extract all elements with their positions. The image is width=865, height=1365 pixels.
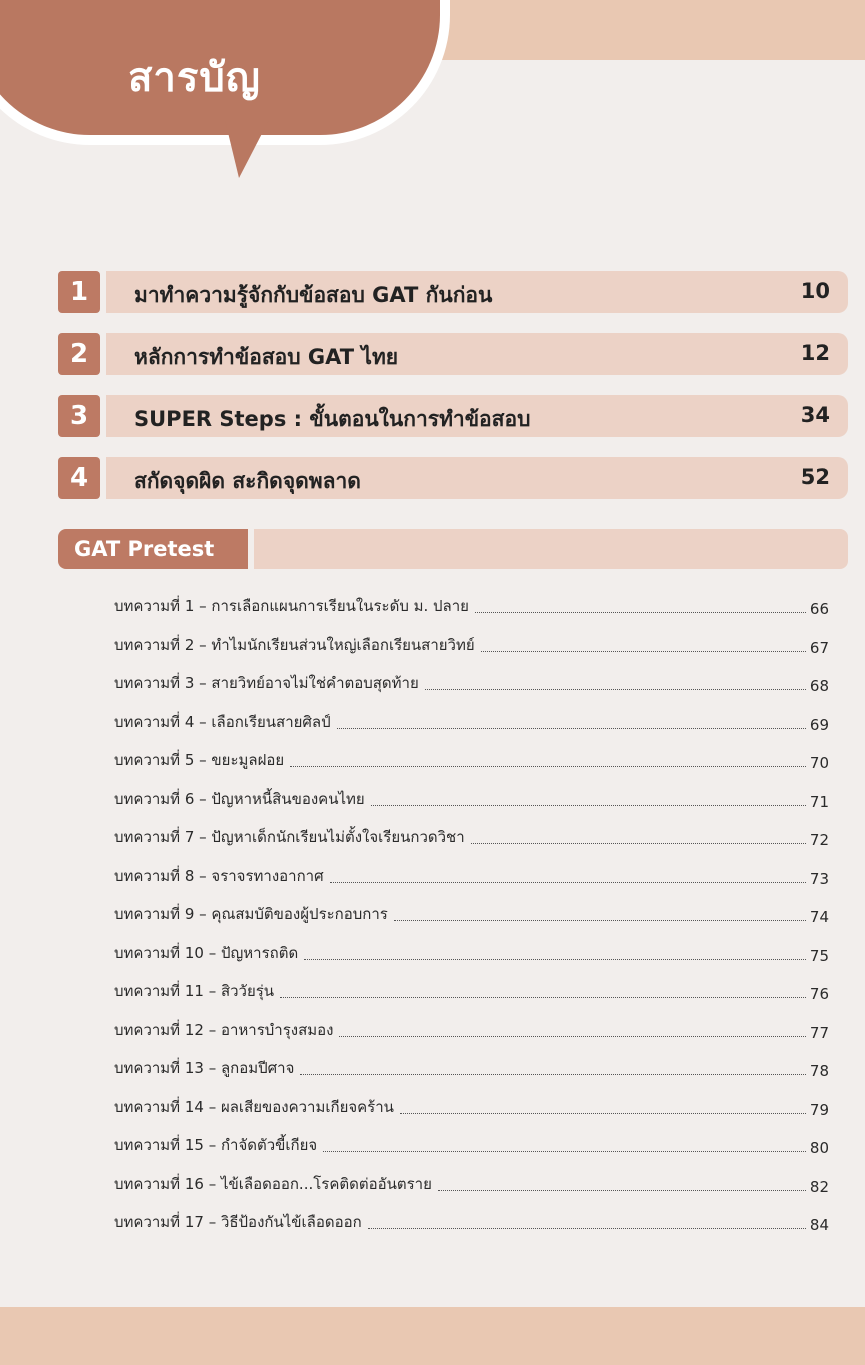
toc-entry-page: 71 [809, 793, 829, 811]
chapter-number: 2 [58, 333, 100, 375]
toc-entry-label: บทความที่ 12 – อาหารบำรุงสมอง [114, 1021, 334, 1039]
toc-entry-page: 82 [809, 1178, 829, 1196]
dot-leader [337, 728, 806, 729]
toc-entry-label: บทความที่ 3 – สายวิทย์อาจไม่ใช่คำตอบสุดท้าย [114, 674, 419, 692]
toc-entry[interactable] [114, 1093, 829, 1119]
toc-entry[interactable] [114, 785, 829, 811]
dot-leader [368, 1228, 806, 1229]
chapter-row[interactable] [58, 333, 848, 375]
toc-entry-page: 68 [809, 677, 829, 695]
dot-leader [280, 997, 806, 998]
dot-leader [438, 1190, 806, 1191]
dot-leader [304, 959, 806, 960]
dot-leader [323, 1151, 806, 1152]
section-bar [254, 529, 848, 569]
toc-entry-page: 79 [809, 1101, 829, 1119]
section-label: GAT Pretest [58, 529, 248, 569]
toc-entry-label: บทความที่ 9 – คุณสมบัติของผู้ประกอบการ [114, 905, 388, 923]
chapter-row[interactable] [58, 395, 848, 437]
chapter-label: สกัดจุดผิด สะกิดจุดพลาด [134, 469, 361, 493]
chapter-page: 10 [800, 279, 830, 303]
dot-leader [481, 651, 806, 652]
toc-entry[interactable] [114, 1170, 829, 1196]
toc-entry-label: บทความที่ 11 – สิววัยรุ่น [114, 982, 275, 1000]
toc-entry[interactable] [114, 823, 829, 849]
toc-entry-page: 78 [809, 1062, 829, 1080]
toc-entry[interactable] [114, 939, 829, 965]
toc-entry-label: บทความที่ 16 – ไข้เลือดออก...โรคติดต่ออันตราย [114, 1175, 432, 1193]
toc-entry[interactable] [114, 862, 829, 888]
chapter-number: 1 [58, 271, 100, 313]
chapter-number: 4 [58, 457, 100, 499]
section-header [58, 529, 848, 569]
toc-entry-page: 84 [809, 1216, 829, 1234]
chapter-row[interactable] [58, 271, 848, 313]
toc-entry-label: บทความที่ 10 – ปัญหารถติด [114, 944, 299, 962]
toc-entry-page: 80 [809, 1139, 829, 1157]
toc-entry-label: บทความที่ 6 – ปัญหาหนี้สินของคนไทย [114, 790, 365, 808]
toc-entry-page: 73 [809, 870, 829, 888]
chapter-page: 12 [800, 341, 830, 365]
toc-entry-page: 76 [809, 985, 829, 1003]
chapter-page: 52 [800, 465, 830, 489]
toc-entry-label: บทความที่ 1 – การเลือกแผนการเรียนในระดับ ม. ปลาย [114, 597, 469, 615]
dot-leader [339, 1036, 805, 1037]
toc-entry-label: บทความที่ 5 – ขยะมูลฝอย [114, 751, 285, 769]
toc-entry-label: บทความที่ 14 – ผลเสียของความเกียจคร้าน [114, 1098, 394, 1116]
dot-leader [371, 805, 806, 806]
toc-entry[interactable] [114, 1131, 829, 1157]
toc-entry[interactable] [114, 708, 829, 734]
toc-entry[interactable] [114, 631, 829, 657]
chapter-label: SUPER Steps : ขั้นตอนในการทำข้อสอบ [134, 407, 531, 431]
dot-leader [290, 766, 806, 767]
toc-entry-label: บทความที่ 7 – ปัญหาเด็กนักเรียนไม่ตั้งใจเรียนกวดวิชา [114, 828, 465, 846]
toc-entry-page: 70 [809, 754, 829, 772]
chapter-number: 3 [58, 395, 100, 437]
toc-entry-page: 77 [809, 1024, 829, 1042]
toc-entry[interactable] [114, 1054, 829, 1080]
toc-entry[interactable] [114, 1016, 829, 1042]
toc-entry-label: บทความที่ 4 – เลือกเรียนสายศิลป์ [114, 713, 331, 731]
toc-entry-page: 69 [809, 716, 829, 734]
toc-entry-page: 74 [809, 908, 829, 926]
dot-leader [394, 920, 806, 921]
toc-entry-page: 66 [809, 600, 829, 618]
toc-entry-label: บทความที่ 15 – กำจัดตัวขี้เกียจ [114, 1136, 318, 1154]
toc-entry-page: 72 [809, 831, 829, 849]
toc-entry-page: 75 [809, 947, 829, 965]
dot-leader [300, 1074, 806, 1075]
bottom-decor-band [0, 1307, 865, 1365]
toc-entry-label: บทความที่ 13 – ลูกอมปีศาจ [114, 1059, 295, 1077]
page-title: สารบัญ [128, 55, 261, 101]
toc-entry[interactable] [114, 977, 829, 1003]
dot-leader [471, 843, 806, 844]
toc-entry-label: บทความที่ 17 – วิธีป้องกันไข้เลือดออก [114, 1213, 362, 1231]
dot-leader [400, 1113, 806, 1114]
toc-entry[interactable] [114, 746, 829, 772]
chapter-label: มาทำความรู้จักกับข้อสอบ GAT กันก่อน [134, 283, 493, 307]
chapter-label: หลักการทำข้อสอบ GAT ไทย [134, 345, 399, 369]
title-bubble-tail [225, 120, 269, 178]
dot-leader [425, 689, 806, 690]
chapter-page: 34 [800, 403, 830, 427]
toc-entry[interactable] [114, 900, 829, 926]
toc-entry-label: บทความที่ 2 – ทำไมนักเรียนส่วนใหญ่เลือกเรียนสายวิทย์ [114, 636, 475, 654]
chapter-row[interactable] [58, 457, 848, 499]
toc-entry[interactable] [114, 592, 829, 618]
toc-entry[interactable] [114, 1208, 829, 1234]
toc-entry-label: บทความที่ 8 – จราจรทางอากาศ [114, 867, 324, 885]
toc-entry[interactable] [114, 669, 829, 695]
toc-entry-page: 67 [809, 639, 829, 657]
dot-leader [330, 882, 806, 883]
dot-leader [475, 612, 806, 613]
